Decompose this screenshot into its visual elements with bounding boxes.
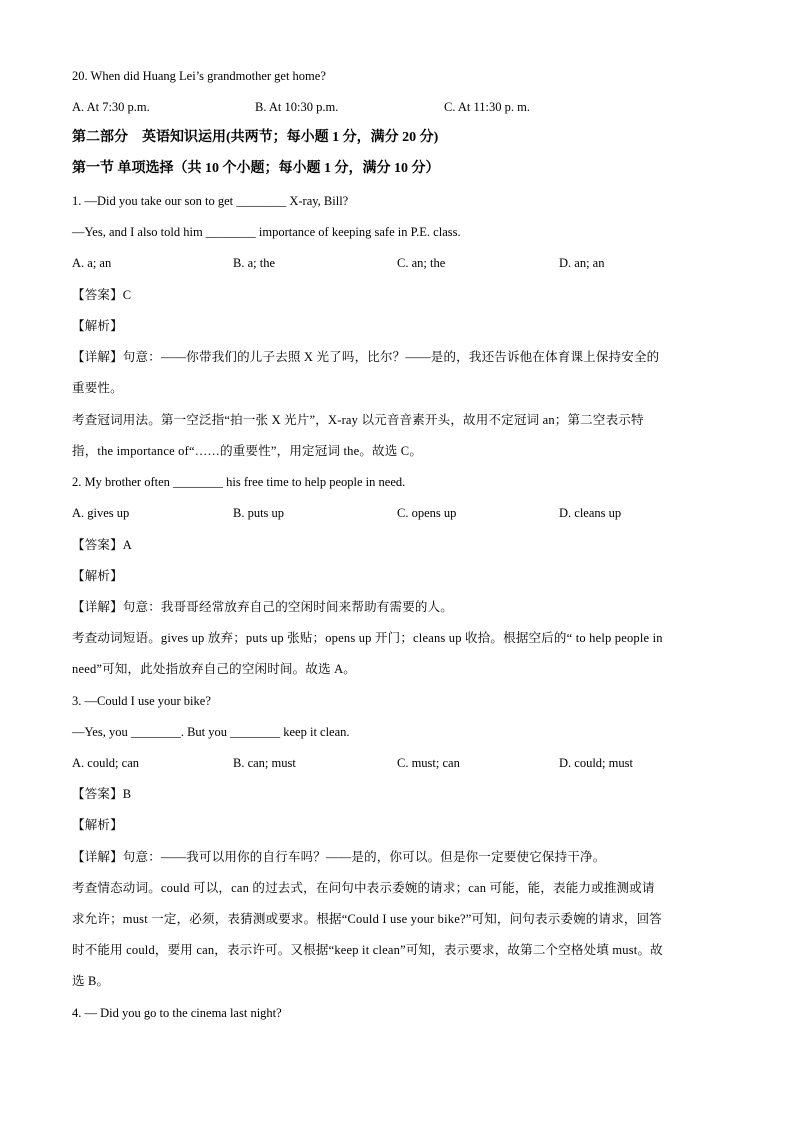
q1-detail-line2: 重要性。 <box>72 381 123 395</box>
q2-option-d: D. cleans up <box>559 506 622 520</box>
q3-detail-line4: 时不能用 could，要用 can，表示许可。又根据“keep it clean”可知，表示要求，故第二个空格处填 must。故 <box>72 943 663 957</box>
q1-detail-line4: 指，the importance of“……的重要性”，用定冠词 the。故选 C。 <box>72 444 423 458</box>
q3-detail-line3: 求允许；must 一定，必须，表猜测或要求。根据“Could I use your bike?”可知，问句表示委婉的请求，回答 <box>72 912 662 926</box>
q3-option-b: B. can; must <box>233 756 296 770</box>
q2-detail-line3: need”可知，此处指放弃自己的空闲时间。故选 A。 <box>72 662 356 676</box>
q2-analysis-label: 【解析】 <box>72 569 123 583</box>
q3-option-c: C. must; can <box>397 756 460 770</box>
q1-option-a: A. a; an <box>72 256 112 270</box>
q20-option-b: B. At 10:30 p.m. <box>255 100 339 114</box>
section1-heading: 第一节 单项选择（共 10 个小题；每小题 1 分，满分 10 分） <box>72 161 440 176</box>
q1-detail-line3: 考查冠词用法。第一空泛指“拍一张 X 光片”，X-ray 以元音音素开头，故用不定冠词 an；第二空表示特 <box>72 413 644 427</box>
q1-stem-line1: 1. —Did you take our son to get ________ X-ray, Bill? <box>72 194 349 208</box>
q2-option-a: A. gives up <box>72 506 130 520</box>
q2-answer: 【答案】A <box>72 538 133 552</box>
q2-detail-line1: 【详解】句意：我哥哥经常放弃自己的空闲时间来帮助有需要的人。 <box>72 600 454 614</box>
q3-analysis-label: 【解析】 <box>72 818 123 832</box>
q20-option-c: C. At 11:30 p. m. <box>444 100 531 114</box>
q3-answer: 【答案】B <box>72 787 132 801</box>
q1-option-b: B. a; the <box>233 256 276 270</box>
q1-option-d: D. an; an <box>559 256 605 270</box>
q1-answer: 【答案】C <box>72 288 132 302</box>
q1-option-c: C. an; the <box>397 256 446 270</box>
q20-stem: 20. When did Huang Lei’s grandmother get home? <box>72 69 326 83</box>
part2-heading: 第二部分 英语知识运用(共两节；每小题 1 分，满分 20 分) <box>72 130 439 145</box>
q2-detail-line2: 考查动词短语。gives up 放弃；puts up 张贴；opens up 开门；cleans up 收拾。根据空后的“ to help people in <box>72 631 663 645</box>
q3-detail-line2: 考查情态动词。could 可以，can 的过去式，在问句中表示委婉的请求；can 可能，能，表能力或推测或请 <box>72 881 655 895</box>
q4-stem: 4. — Did you go to the cinema last night? <box>72 1006 282 1020</box>
q3-option-d: D. could; must <box>559 756 633 770</box>
q20-option-a: A. At 7:30 p.m. <box>72 100 150 114</box>
q2-option-c: C. opens up <box>397 506 457 520</box>
q3-detail-line1: 【详解】句意：——我可以用你的自行车吗？——是的，你可以。但是你一定要使它保持干净。 <box>72 850 606 864</box>
q1-stem-line2: —Yes, and I also told him ________ importance of keeping safe in P.E. class. <box>72 225 461 239</box>
q3-option-a: A. could; can <box>72 756 139 770</box>
q2-option-b: B. puts up <box>233 506 285 520</box>
q1-detail-line1: 【详解】句意：——你带我们的儿子去照 X 光了吗，比尔？——是的，我还告诉他在体育课上保持安全的 <box>72 350 660 364</box>
q3-stem-line2: —Yes, you ________. But you ________ keep it clean. <box>72 725 350 739</box>
q3-stem-line1: 3. —Could I use your bike? <box>72 694 211 708</box>
q1-analysis-label: 【解析】 <box>72 319 123 333</box>
q2-stem: 2. My brother often ________ his free time to help people in need. <box>72 475 406 489</box>
q3-detail-line5: 选 B。 <box>72 974 110 988</box>
